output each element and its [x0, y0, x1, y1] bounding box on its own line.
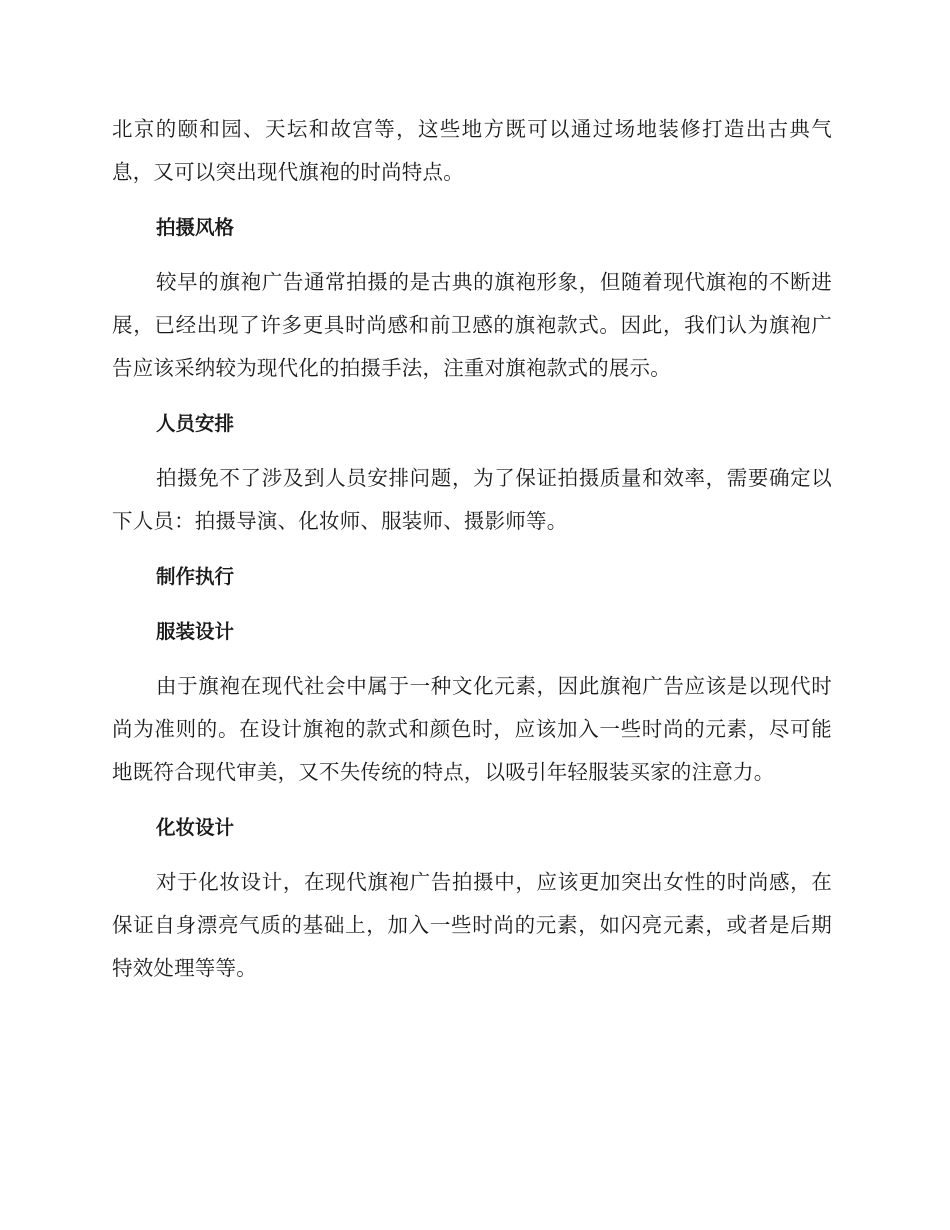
paragraph-shooting-style: 较早的旗袍广告通常拍摄的是古典的旗袍形象，但随着现代旗袍的不断进展，已经出现了许多更具时尚感和前卫感的旗袍款式。因此，我们认为旗袍广告应该采纳较为现代化的拍摄手法，注重对旗袍款式的展示。 — [112, 270, 832, 380]
spacer — [112, 249, 832, 261]
spacer — [112, 794, 832, 806]
paragraph-makeup-design: 对于化妆设计，在现代旗袍广告拍摄中，应该更加突出女性的时尚感，在保证自身漂亮气质的基础上，加入一些时尚的元素，如闪亮元素，或者是后期特效处理等等。 — [112, 870, 832, 980]
paragraph-costume-design: 由于旗袍在现代社会中属于一种文化元素，因此旗袍广告应该是以现代时尚为准则的。在设计旗袍的款式和颜色时，应该加入一些时尚的元素，尽可能地既符合现代审美，又不失传统的特点，以吸引年轻服装买家的注意力。 — [112, 674, 832, 784]
heading-shooting-style: 拍摄风格 — [156, 216, 235, 239]
spacer — [112, 598, 832, 610]
paragraph-intro: 北京的颐和园、天坛和故宫等，这些地方既可以通过场地装修打造出古典气息，又可以突出现代旗袍的时尚特点。 — [112, 117, 832, 184]
heading-costume-design: 服装设计 — [156, 620, 235, 643]
heading-staff-arrangement: 人员安排 — [156, 412, 235, 435]
paragraph-staff-arrangement: 拍摄免不了涉及到人员安排问题，为了保证拍摄质量和效率，需要确定以下人员：拍摄导演、化妆师、服装师、摄影师等。 — [112, 466, 832, 533]
spacer — [112, 653, 832, 665]
spacer — [112, 849, 832, 861]
document-page — [112, 108, 832, 990]
spacer — [112, 445, 832, 457]
spacer — [112, 194, 832, 206]
spacer — [112, 543, 832, 555]
heading-makeup-design: 化妆设计 — [156, 816, 235, 839]
spacer — [112, 390, 832, 402]
heading-production-execution: 制作执行 — [156, 565, 235, 588]
